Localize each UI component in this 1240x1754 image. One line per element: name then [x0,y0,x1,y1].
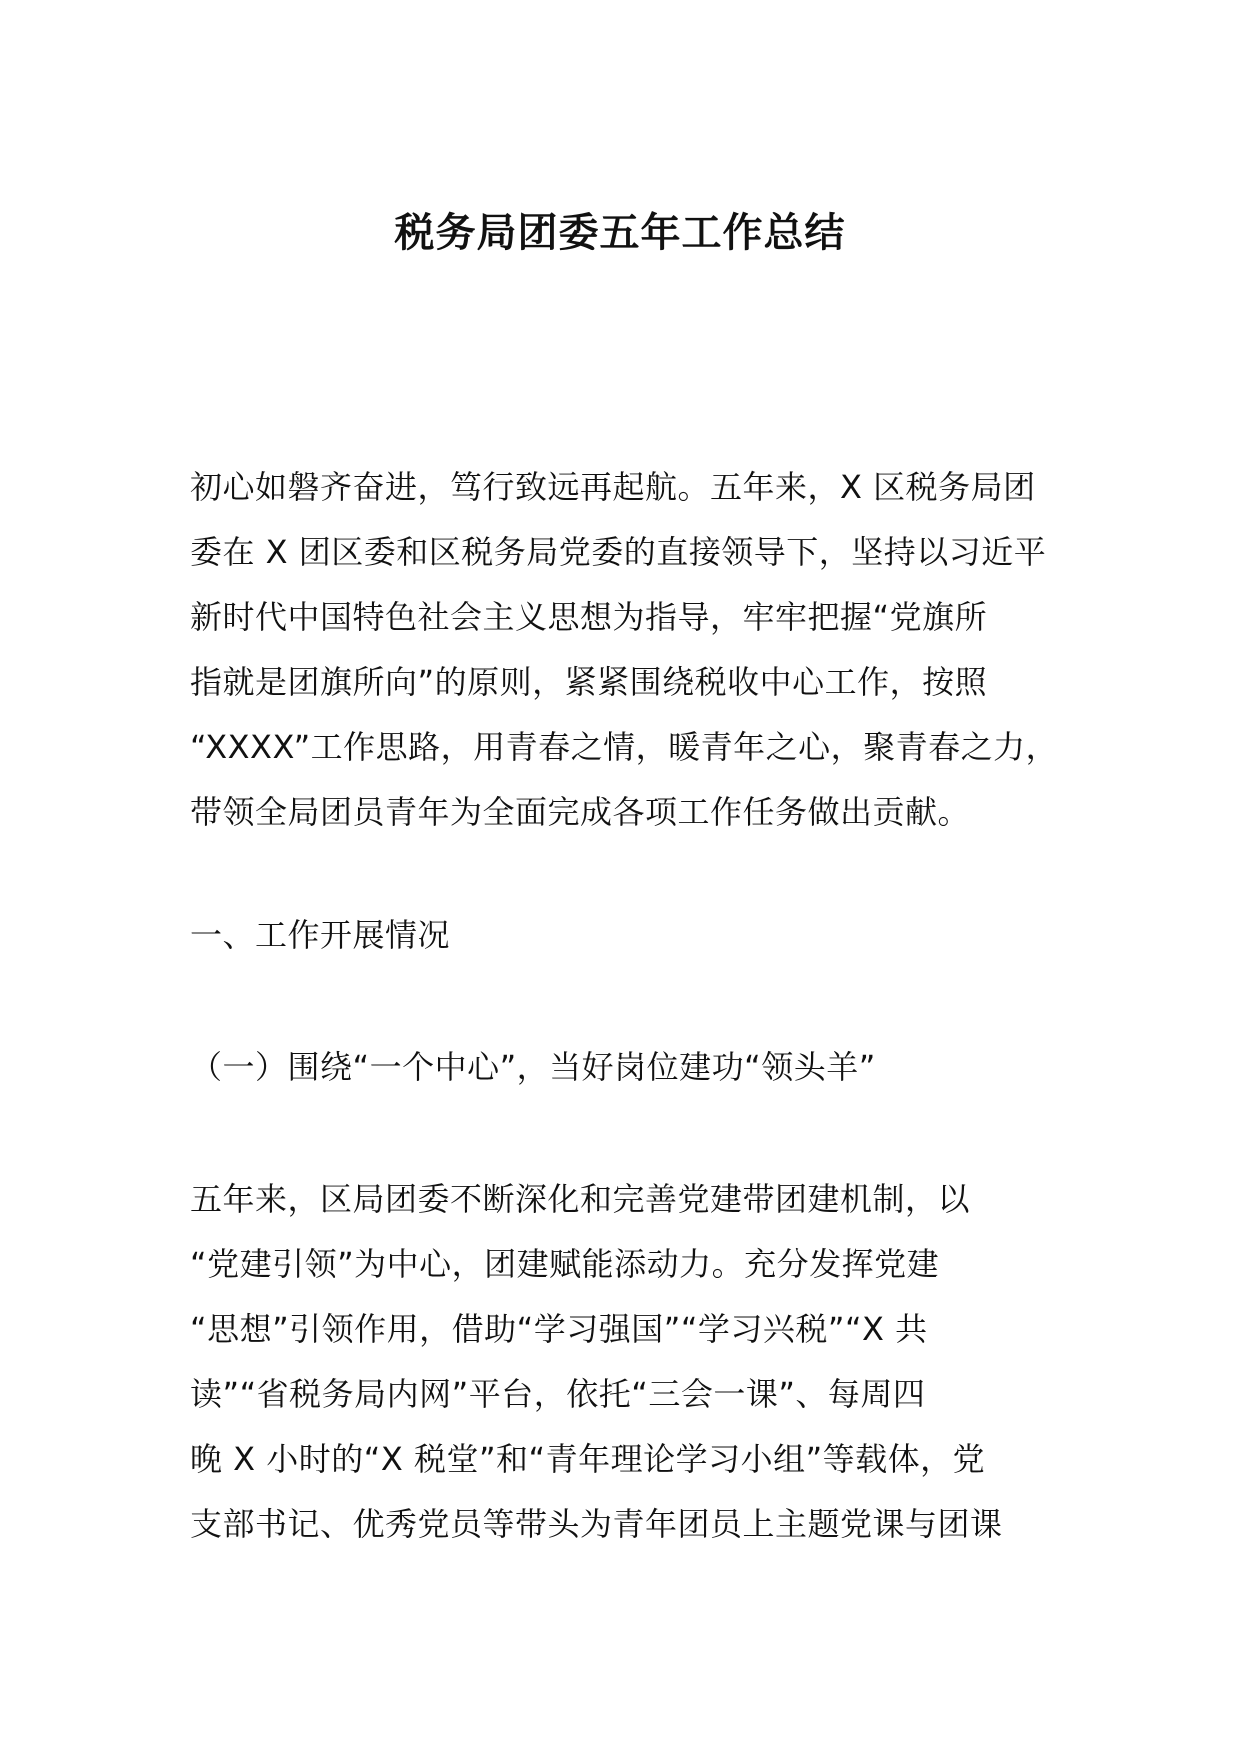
intro-line: “XXXX”工作思路，用青春之情，暖青年之心，聚青春之力， [190,728,1059,766]
subsection-heading: （一）围绕“一个中心”，当好岗位建功“领头羊” [190,1048,876,1086]
body-line: 晚 X 小时的“X 税堂”和“青年理论学习小组”等载体，党 [190,1440,986,1478]
intro-line: 带领全局团员青年为全面完成各项工作任务做出贡献。 [190,793,971,831]
body-line: “党建引领”为中心，团建赋能添动力。充分发挥党建 [190,1245,940,1283]
body-line: 读”“省税务局内网”平台，依托“三会一课”、每周四 [190,1375,926,1413]
document-title: 税务局团委五年工作总结 [394,210,846,256]
body-line: 五年来，区局团委不断深化和完善党建带团建机制，以 [190,1180,971,1218]
intro-paragraph [190,455,1070,845]
body-line: 支部书记、优秀党员等带头为青年团员上主题党课与团课 [190,1505,1003,1543]
intro-line: 初心如磐齐奋进，笃行致远再起航。五年来，X 区税务局团 [190,468,1036,506]
intro-line: 指就是团旗所向”的原则，紧紧围绕税收中心工作，按照 [190,663,988,701]
intro-line: 委在 X 团区委和区税务局党委的直接领导下，坚持以习近平 [190,533,1047,571]
body-line: “思想”引领作用，借助“学习强国”“学习兴税”“X 共 [190,1310,928,1348]
intro-line: 新时代中国特色社会主义思想为指导，牢牢把握“党旗所 [190,598,988,636]
section-heading: 一、工作开展情况 [190,916,451,954]
body-paragraph [190,1167,1070,1557]
